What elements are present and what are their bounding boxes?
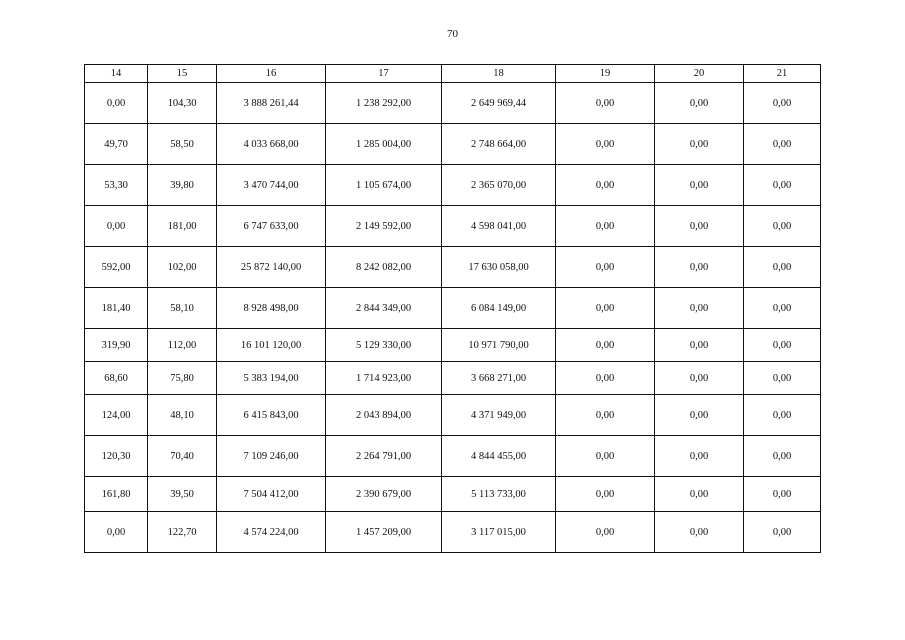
table-cell: 0,00 xyxy=(556,395,655,436)
table-cell: 8 242 082,00 xyxy=(326,247,442,288)
table-cell: 0,00 xyxy=(655,247,744,288)
table-cell: 0,00 xyxy=(655,477,744,512)
table-cell: 124,00 xyxy=(85,395,148,436)
table-cell: 181,40 xyxy=(85,288,148,329)
header-row xyxy=(85,65,821,83)
table-cell: 2 748 664,00 xyxy=(442,124,556,165)
table-cell: 2 043 894,00 xyxy=(326,395,442,436)
table-cell: 0,00 xyxy=(85,83,148,124)
table-cell: 58,50 xyxy=(148,124,217,165)
table-cell: 161,80 xyxy=(85,477,148,512)
table-cell: 39,80 xyxy=(148,165,217,206)
table-cell: 70,40 xyxy=(148,436,217,477)
table-cell: 2 365 070,00 xyxy=(442,165,556,206)
column-header: 14 xyxy=(85,65,148,83)
table-cell: 2 264 791,00 xyxy=(326,436,442,477)
table-cell: 25 872 140,00 xyxy=(217,247,326,288)
table-cell: 0,00 xyxy=(556,206,655,247)
table-cell: 48,10 xyxy=(148,395,217,436)
table-cell: 3 668 271,00 xyxy=(442,362,556,395)
column-header: 20 xyxy=(655,65,744,83)
table-cell: 0,00 xyxy=(556,362,655,395)
table-cell: 0,00 xyxy=(655,436,744,477)
table-cell: 2 844 349,00 xyxy=(326,288,442,329)
table-cell: 0,00 xyxy=(655,83,744,124)
table-cell: 58,10 xyxy=(148,288,217,329)
page-number: 70 xyxy=(447,28,458,40)
table-cell: 6 747 633,00 xyxy=(217,206,326,247)
table-cell: 0,00 xyxy=(85,206,148,247)
table-cell: 0,00 xyxy=(655,329,744,362)
table-cell: 0,00 xyxy=(744,395,821,436)
column-header: 17 xyxy=(326,65,442,83)
table-cell: 2 149 592,00 xyxy=(326,206,442,247)
table-row xyxy=(85,83,821,124)
table-cell: 0,00 xyxy=(744,436,821,477)
column-header: 15 xyxy=(148,65,217,83)
table-cell: 4 371 949,00 xyxy=(442,395,556,436)
table-cell: 319,90 xyxy=(85,329,148,362)
table-row xyxy=(85,512,821,553)
column-header: 19 xyxy=(556,65,655,83)
table-cell: 0,00 xyxy=(655,512,744,553)
table-cell: 0,00 xyxy=(556,124,655,165)
table-cell: 0,00 xyxy=(655,362,744,395)
table-cell: 5 129 330,00 xyxy=(326,329,442,362)
column-header: 18 xyxy=(442,65,556,83)
table-cell: 0,00 xyxy=(556,288,655,329)
table-cell: 181,00 xyxy=(148,206,217,247)
table-row xyxy=(85,165,821,206)
table-cell: 0,00 xyxy=(744,247,821,288)
table-cell: 0,00 xyxy=(556,512,655,553)
table-cell: 0,00 xyxy=(744,165,821,206)
table-cell: 1 714 923,00 xyxy=(326,362,442,395)
table-cell: 0,00 xyxy=(744,83,821,124)
table-cell: 0,00 xyxy=(744,124,821,165)
table-cell: 17 630 058,00 xyxy=(442,247,556,288)
table-cell: 0,00 xyxy=(744,206,821,247)
table-cell: 5 383 194,00 xyxy=(217,362,326,395)
table-cell: 4 033 668,00 xyxy=(217,124,326,165)
column-header: 16 xyxy=(217,65,326,83)
table-cell: 0,00 xyxy=(556,436,655,477)
table-cell: 2 649 969,44 xyxy=(442,83,556,124)
table-cell: 0,00 xyxy=(655,288,744,329)
table-cell: 120,30 xyxy=(85,436,148,477)
table-cell: 75,80 xyxy=(148,362,217,395)
table-cell: 0,00 xyxy=(556,329,655,362)
data-table xyxy=(84,64,821,553)
table-cell: 112,00 xyxy=(148,329,217,362)
table-cell: 3 117 015,00 xyxy=(442,512,556,553)
table-cell: 122,70 xyxy=(148,512,217,553)
table-cell: 0,00 xyxy=(744,477,821,512)
table-cell: 0,00 xyxy=(556,83,655,124)
table-cell: 68,60 xyxy=(85,362,148,395)
table-cell: 4 574 224,00 xyxy=(217,512,326,553)
table-row xyxy=(85,247,821,288)
table-cell: 104,30 xyxy=(148,83,217,124)
table-cell: 0,00 xyxy=(655,124,744,165)
table-cell: 0,00 xyxy=(556,477,655,512)
table-cell: 6 084 149,00 xyxy=(442,288,556,329)
table-row xyxy=(85,288,821,329)
table-cell: 3 888 261,44 xyxy=(217,83,326,124)
table-cell: 39,50 xyxy=(148,477,217,512)
table-cell: 7 504 412,00 xyxy=(217,477,326,512)
table-cell: 1 285 004,00 xyxy=(326,124,442,165)
table-cell: 0,00 xyxy=(556,165,655,206)
table-cell: 0,00 xyxy=(85,512,148,553)
table-cell: 3 470 744,00 xyxy=(217,165,326,206)
table-cell: 0,00 xyxy=(655,206,744,247)
table-row xyxy=(85,436,821,477)
table-cell: 0,00 xyxy=(655,395,744,436)
table-cell: 10 971 790,00 xyxy=(442,329,556,362)
table-cell: 16 101 120,00 xyxy=(217,329,326,362)
table-row xyxy=(85,124,821,165)
table-cell: 102,00 xyxy=(148,247,217,288)
table-cell: 4 844 455,00 xyxy=(442,436,556,477)
column-header: 21 xyxy=(744,65,821,83)
table-cell: 4 598 041,00 xyxy=(442,206,556,247)
table-cell: 1 457 209,00 xyxy=(326,512,442,553)
table-row xyxy=(85,329,821,362)
table-cell: 0,00 xyxy=(556,247,655,288)
table-cell: 6 415 843,00 xyxy=(217,395,326,436)
table-cell: 49,70 xyxy=(85,124,148,165)
table-cell: 0,00 xyxy=(655,165,744,206)
table-row xyxy=(85,206,821,247)
table-row xyxy=(85,395,821,436)
table-cell: 0,00 xyxy=(744,512,821,553)
table-cell: 53,30 xyxy=(85,165,148,206)
table-cell: 1 238 292,00 xyxy=(326,83,442,124)
table-cell: 7 109 246,00 xyxy=(217,436,326,477)
table-cell: 0,00 xyxy=(744,288,821,329)
table-cell: 5 113 733,00 xyxy=(442,477,556,512)
table-row xyxy=(85,362,821,395)
table-cell: 2 390 679,00 xyxy=(326,477,442,512)
table-row xyxy=(85,477,821,512)
table-cell: 8 928 498,00 xyxy=(217,288,326,329)
table-cell: 0,00 xyxy=(744,329,821,362)
table-cell: 592,00 xyxy=(85,247,148,288)
table-cell: 0,00 xyxy=(744,362,821,395)
table-cell: 1 105 674,00 xyxy=(326,165,442,206)
